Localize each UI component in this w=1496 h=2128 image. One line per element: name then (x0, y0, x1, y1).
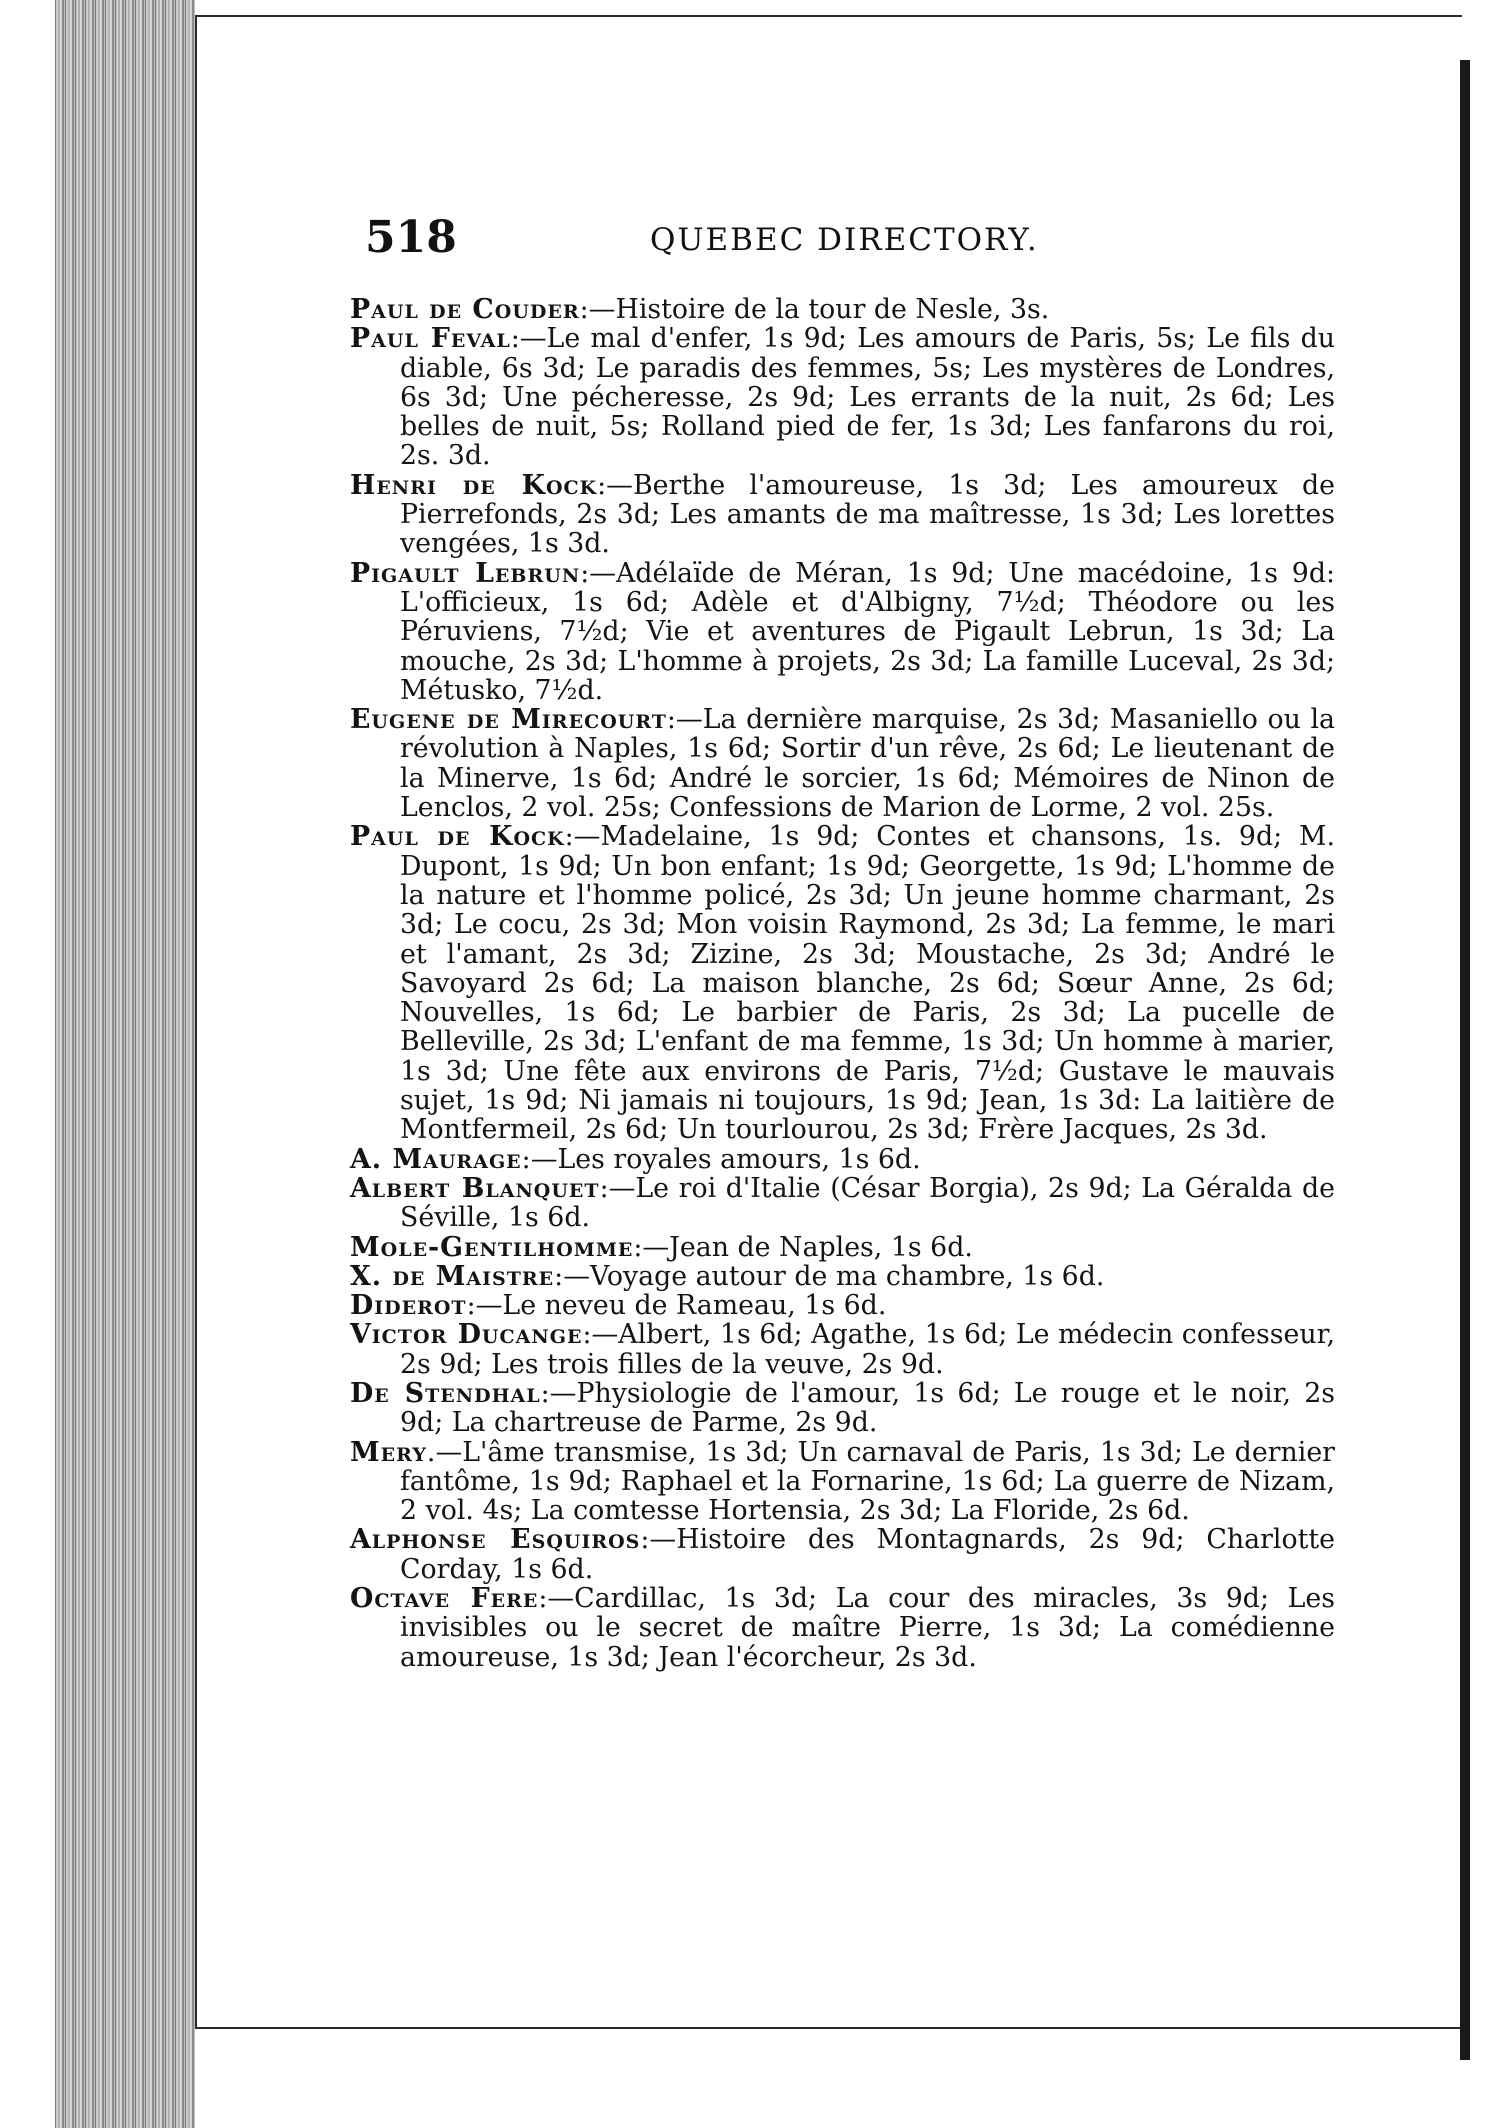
entry-text: :—Le roi d'Italie (César Borgia), 2s 9d; La Géralda de Séville, 1s 6d. (400, 1172, 1335, 1234)
directory-entry (350, 1379, 1335, 1438)
directory-entry (350, 822, 1335, 1144)
directory-entry (350, 295, 1335, 324)
entry-author: De Stendhal (350, 1377, 541, 1409)
entry-author: Diderot (350, 1290, 467, 1322)
entry-author: Eugene de Mirecourt (350, 704, 667, 736)
entry-author: Paul de Couder (350, 294, 580, 325)
entry-text: :—Albert, 1s 6d; Agathe, 1s 6d; Le médecin confesseur, 2s 9d; Les trois filles de la veuve, 2s 9d. (400, 1319, 1335, 1380)
entry-text: :—Physiologie de l'amour, 1s 6d; Le rouge et le noir, 2s 9d; La chartreuse de Parme, 2s 9d. (400, 1377, 1335, 1439)
directory-entry (350, 324, 1335, 470)
entry-author: Paul Feval (350, 323, 511, 355)
directory-entry (350, 1525, 1335, 1584)
entry-text: :—Madelaine, 1s 9d; Contes et chansons, 1s. 9d; M. Dupont, 1s 9d; Un bon enfant; 1s 9d; Georgette, 1s 9d; L'homme de la nature et l'homme policé, 2s 3d; Un jeune homme charmant, 2s 3d; Le cocu, 2s 3d; Mon voisin Raymond, 2s 3d; La femme, le mari et l'amant, 2s 3d; Zizine, 2s 3d; Moustache, 2s 3d; André le Savoyard 2s 6d; La maison blanche, 2s 6d; Sœur Anne, 2s 6d; Nouvelles, 1s 6d; Le barbier de Paris, 2s 3d; La pucelle de Belleville, 2s 3d; L'enfant de ma femme, 1s 3d; Un homme à marier, 1s 3d; Une fête aux environs de Paris, 7½d; Gustave le mauvais sujet, 1s 9d; Ni jamais ni toujours, 1s 9d; Jean, 1s 3d: La laitière de Montfermeil, 2s 6d; Un tourlourou, 2s 3d; Frère Jacques, 2s 3d. (400, 821, 1335, 1146)
page-header (365, 212, 1365, 272)
entry-author: Paul de Kock (350, 821, 565, 853)
directory-entry (350, 471, 1335, 559)
book-page-stack-edge (55, 0, 195, 2128)
entry-author: Octave Fere (350, 1583, 539, 1615)
left-margin (0, 0, 60, 2128)
entry-author: Henri de Kock (350, 469, 598, 501)
directory-entry (350, 1233, 1335, 1262)
directory-entry (350, 1174, 1335, 1233)
page-gutter-shadow (1460, 60, 1470, 2060)
directory-entry (350, 1320, 1335, 1379)
running-title: QUEBEC DIRECTORY. (650, 222, 1039, 258)
entry-text: :—Les royales amours, 1s 6d. (521, 1143, 921, 1175)
entry-text: .—L'âme transmise, 1s 3d; Un carnaval de Paris, 1s 3d; Le dernier fantôme, 1s 9d; Raphael et la Fornarine, 1s 6d; La guerre de Nizam, 2 vol. 4s; La comtesse Hortensia, 2s 3d; La Floride, 2s 6d. (400, 1436, 1335, 1527)
directory-entry (350, 1145, 1335, 1174)
entry-author: A. Maurage (350, 1143, 522, 1175)
entry-text: :—Jean de Naples, 1s 6d. (633, 1231, 973, 1263)
entry-text: :—La dernière marquise, 2s 3d; Masaniello ou la révolution à Naples, 1s 6d; Sortir d'un rêve, 2s 6d; Le lieutenant de la Minerve, 1s 6d; André le sorcier, 1s 6d; Mémoires de Ninon de Lenclos, 2 vol. 25s; Confessions de Marion de Lorme, 2 vol. 25s. (400, 704, 1336, 824)
entry-author: X. de Maistre (350, 1260, 555, 1292)
page-number: 518 (365, 212, 457, 263)
entry-author: Mole-Gentilhomme (350, 1231, 634, 1263)
entry-author: Albert Blanquet (350, 1172, 600, 1204)
entry-text: :—Cardillac, 1s 3d; La cour des miracles, 3s 9d; Les invisibles ou le secret de maître Pierre, 1s 3d; La comédienne amoureuse, 1s 3d; Jean l'écorcheur, 2s 3d. (400, 1583, 1336, 1673)
directory-entry (350, 559, 1335, 705)
entry-text: :—Berthe l'amoureuse, 1s 3d; Les amoureux de Pierrefonds, 2s 3d; Les amants de ma maîtresse, 1s 3d; Les lorettes vengées, 1s 3d. (400, 469, 1335, 560)
entry-text: :—Le neveu de Rameau, 1s 6d. (466, 1290, 887, 1322)
entry-text: :—Histoire de la tour de Nesle, 3s. (579, 294, 1050, 325)
entry-text: :—Voyage autour de ma chambre, 1s 6d. (554, 1260, 1105, 1292)
entry-text: :—Adélaïde de Méran, 1s 9d; Une macédoine, 1s 9d: L'officieux, 1s 6d; Adèle et d'Albigny, 7½d; Théodore ou les Péruviens, 7½d; Vie et aventures de Pigault Lebrun, 1s 3d; La mouche, 2s 3d; L'homme à projets, 2s 3d; La famille Luceval, 2s 3d; Métusko, 7½d. (400, 557, 1336, 706)
directory-entry (350, 1291, 1335, 1320)
entry-author: Mery (350, 1436, 427, 1468)
entry-author: Victor Ducange (350, 1319, 583, 1351)
entry-text: :—Le mal d'enfer, 1s 9d; Les amours de Paris, 5s; Le fils du diable, 6s 3d; Le paradis des femmes, 5s; Les mystères de Londres, 6s 3d; Une pécheresse, 2s 9d; Les errants de la nuit, 2s 6d; Les belles de nuit, 5s; Rolland pied de fer, 1s 3d; Les fanfarons du roi, 2s. 3d. (400, 323, 1335, 472)
directory-entry (350, 705, 1335, 822)
entry-author: Alphonse Esquiros (350, 1524, 641, 1556)
directory-entry (350, 1438, 1335, 1526)
directory-entry (350, 1584, 1335, 1672)
entry-text: :—Histoire des Montagnards, 2s 9d; Charlotte Corday, 1s 6d. (400, 1524, 1335, 1585)
directory-entries (350, 295, 1335, 1672)
entry-author: Pigault Lebrun (350, 557, 581, 589)
directory-entry (350, 1262, 1335, 1291)
